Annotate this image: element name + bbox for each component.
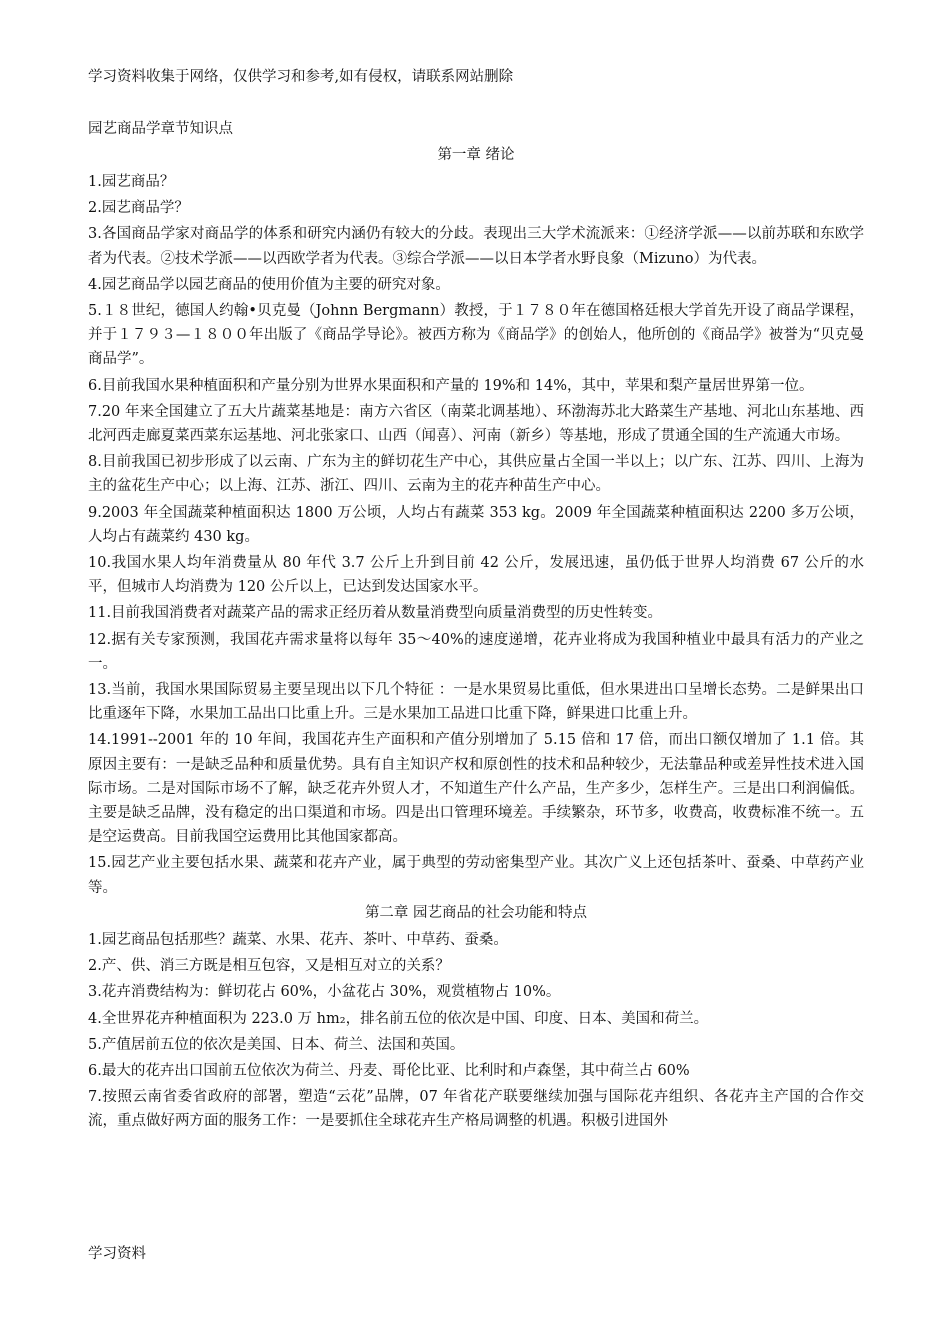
list-item: 7.20 年来全国建立了五大片蔬菜基地是：南方六省区（南菜北调基地）、环渤海苏北大路菜生产基地、河北山东基地、西北河西走廊夏菜西菜东运基地、河北张家口、山西（闻喜）、河南（新乡）等基地，形成了贯通全国的生产流通大市场。 — [88, 403, 864, 445]
list-item: 9.2003 年全国蔬菜种植面积达 1800 万公顷，人均占有蔬菜 353 kg。2009 年全国蔬菜种植面积达 2200 多万公顷，人均占有蔬菜约 430 kg。 — [88, 504, 864, 545]
list-item: 5.产值居前五位的依次是美国、日本、荷兰、法国和英国。 — [88, 1036, 465, 1053]
list-item: 2.产、供、消三方既是相互包容，又是相互对立的关系？ — [88, 958, 450, 975]
chapter-2-title: 第二章 园艺商品的社会功能和特点 — [364, 904, 588, 921]
list-item: 10.我国水果人均年消费量从 80 年代 3.7 公斤上升到目前 42 公斤，发展迅速，虽仍低于世界人均消费 67 公斤的水平，但城市人均消费为 120 公斤以上，已达到发达国家水平。 — [88, 555, 864, 596]
list-item: 1.园艺商品包括那些？蔬菜、水果、花卉、茶叶、中草药、蚕桑。 — [88, 931, 508, 948]
list-item: 4.园艺商品学以园艺商品的使用价值为主要的研究对象。 — [88, 276, 450, 293]
header-disclaimer: 学习资料收集于网络，仅供学习和参考,如有侵权，请联系网站删除 — [88, 69, 514, 85]
list-item: 6.最大的花卉出口国前五位依次为荷兰、丹麦、哥伦比亚、比利时和卢森堡，其中荷兰占 60% — [88, 1062, 690, 1079]
chapter-1-list — [88, 170, 864, 900]
list-item: 14.1991--2001 年的 10 年间，我国花卉生产面积和产值分别增加了 5.15 倍和 17 倍，而出口额仅增加了 1.1 倍。其原因主要有：一是缺乏品种和质量优势。具有自主知识产权和原创性的技术和品种较少，无法靠品种或差异性技术进入国际市场。二是对国际市场不了解，缺乏花卉外贸人才，不知道生产什么产品，生产多少，怎样生产。三是出口利润偏低。主要是缺乏品牌，没有稳定的出口渠道和市场。四是出口管理环境差。手续繁杂，环节多，收费高，收费标准不统一。五是空运费高。目前我国空运费用比其他国家都高。 — [88, 732, 864, 846]
footer-label: 学习资料 — [88, 1246, 146, 1262]
list-item: 3.各国商品学家对商品学的体系和研究内涵仍有较大的分歧。表现出三大学术流派来：①经济学派——以前苏联和东欧学者为代表。②技术学派——以西欧学者为代表。③综合学派——以日本学者水野良象（Mizuno）为代表。 — [88, 226, 864, 267]
list-item: 1.园艺商品？ — [88, 174, 175, 190]
chapter-2-list — [88, 928, 864, 1134]
list-item: 13.当前，我国水果国际贸易主要呈现出以下几个特征 ：一是水果贸易比重低，但水果进出口呈增长态势。二是鲜果出口比重逐年下降，水果加工品出口比重上升。三是水果加工品进口比重下降，鲜果进口比重上升。 — [88, 682, 864, 723]
list-item: 15.园艺产业主要包括水果、蔬菜和花卉产业，属于典型的劳动密集型产业。其次广义上还包括茶叶、蚕桑、中草药产业等。 — [88, 855, 864, 896]
list-item: 11.目前我国消费者对蔬菜产品的需求正经历着从数量消费型向质量消费型的历史性转变。 — [88, 605, 663, 622]
list-item: 4.全世界花卉种植面积为 223.0 万 hm₂，排名前五位的依次是中国、印度、日本、美国和荷兰。 — [88, 1010, 709, 1027]
list-item: 7.按照云南省委省政府的部署，塑造“云花”品牌，07 年省花产联要继续加强与国际花卉组织、各花卉主产国的合作交流，重点做好两方面的服务工作：一是要抓住全球花卉生产格局调整的机遇。积极引进国外 — [88, 1089, 864, 1130]
list-item: 12.据有关专家预测，我国花卉需求量将以每年 35～40%的速度递增，花卉业将成为我国种植业中最具有活力的产业之一。 — [88, 631, 864, 672]
document-title: 园艺商品学章节知识点 — [88, 121, 233, 137]
list-item: 5.１８世纪，德国人约翰•贝克曼（Johnn Bergmann）教授，于１７８０年在德国格廷根大学首先开设了商品学课程，并于１７９３—１８００年出版了《商品学导论》。被西方称为《商品学》的创始人，他所创的《商品学》被誉为“贝克曼商品学”。 — [88, 303, 864, 368]
list-item: 6.目前我国水果种植面积和产量分别为世界水果面积和产量的 19%和 14%，其中，苹果和梨产量居世界第一位。 — [88, 377, 814, 394]
list-item: 3.花卉消费结构为：鲜切花占 60%，小盆花占 30%，观赏植物占 10%。 — [88, 984, 561, 1001]
list-item: 8.目前我国已初步形成了以云南、广东为主的鲜切花生产中心，其供应量占全国一半以上；以广东、江苏、四川、上海为主的盆花生产中心；以上海、江苏、浙江、四川、云南为主的花卉种苗生产中心。 — [88, 454, 864, 495]
document-page — [88, 64, 864, 1134]
list-item: 2.园艺商品学？ — [88, 200, 189, 217]
chapter-1-title: 第一章 绪论 — [437, 147, 515, 163]
